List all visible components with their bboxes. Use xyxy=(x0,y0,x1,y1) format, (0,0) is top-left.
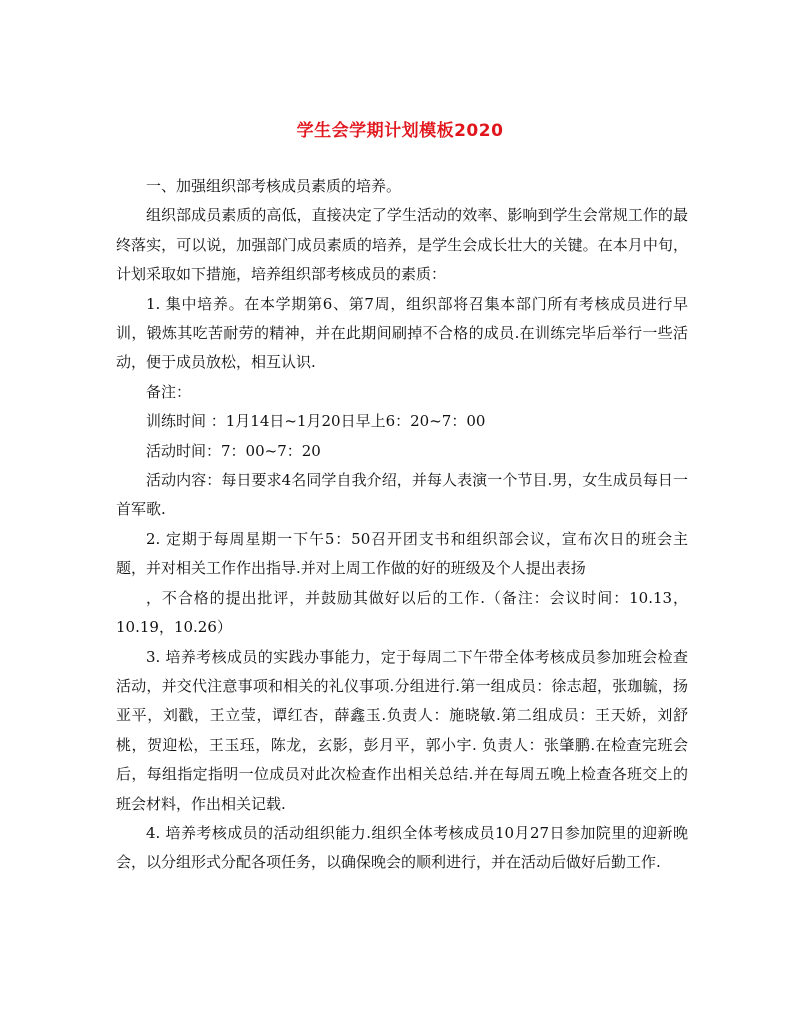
paragraph-intro: 组织部成员素质的高低，直接决定了学生活动的效率、影响到学生会常规工作的最终落实，可以说，加强部门成员素质的培养，是学生会成长壮大的关键。在本月中旬，计划采取如下措施，培养组织部考核成员的素质： xyxy=(116,206,688,284)
document-body xyxy=(116,172,688,878)
note-training-time: 训练时间 ：1月14日~1月20日早上6：20~7：00 xyxy=(146,412,486,431)
section-heading: 一、加强组织部考核成员素质的培养。 xyxy=(146,177,402,195)
list-item-4: 4. 培养考核成员的活动组织能力.组织全体考核成员10月27日参加院里的迎新晚会，以分组形式分配各项任务，以确保晚会的顺利进行，并在活动后做好后勤工作. xyxy=(116,823,688,872)
list-item-2-continued: ，不合格的提出批评，并鼓励其做好以后的工作.（备注：会议时间：10.13，10.19，10.26） xyxy=(116,588,688,637)
list-item-1: 1. 集中培养。在本学期第6、第7周，组织部将召集本部门所有考核成员进行早训，锻炼其吃苦耐劳的精神，并在此期间刷掉不合格的成员.在训练完毕后举行一些活动，便于成员放松，相互认识. xyxy=(116,294,688,372)
note-label: 备注： xyxy=(146,382,192,401)
list-item-3: 3. 培养考核成员的实践办事能力，定于每周二下午带全体考核成员参加班会检查活动，并交代注意事项和相关的礼仪事项.分组进行.第一组成员：徐志超，张珈毓，扬亚平，刘戳，王立莹，谭红杏，薛鑫玉.负责人：施晓敏.第二组成员：王天娇，刘舒桃，贺迎松，王玉珏，陈龙，玄影，彭月平，郭小宇. 负责人：张肇鹏.在检查完班会后，每组指定指明一位成员对此次检查作出相关总结.并在每周五晚上检查各班交上的班会材料，作出相关记载. xyxy=(116,647,688,813)
note-activity-content: 活动内容：每日要求4名同学自我介绍，并每人表演一个节目.男，女生成员每日一首军歌. xyxy=(116,471,688,519)
note-activity-time: 活动时间：7：00~7：20 xyxy=(146,441,321,460)
list-item-2: 2. 定期于每周星期一下午5：50召开团支书和组织部会议，宣布次日的班会主题，并对相关工作作出指导.并对上周工作做的好的班级及个人提出表扬 xyxy=(116,529,688,578)
document-title: 学生会学期计划模板2020 xyxy=(296,121,504,141)
